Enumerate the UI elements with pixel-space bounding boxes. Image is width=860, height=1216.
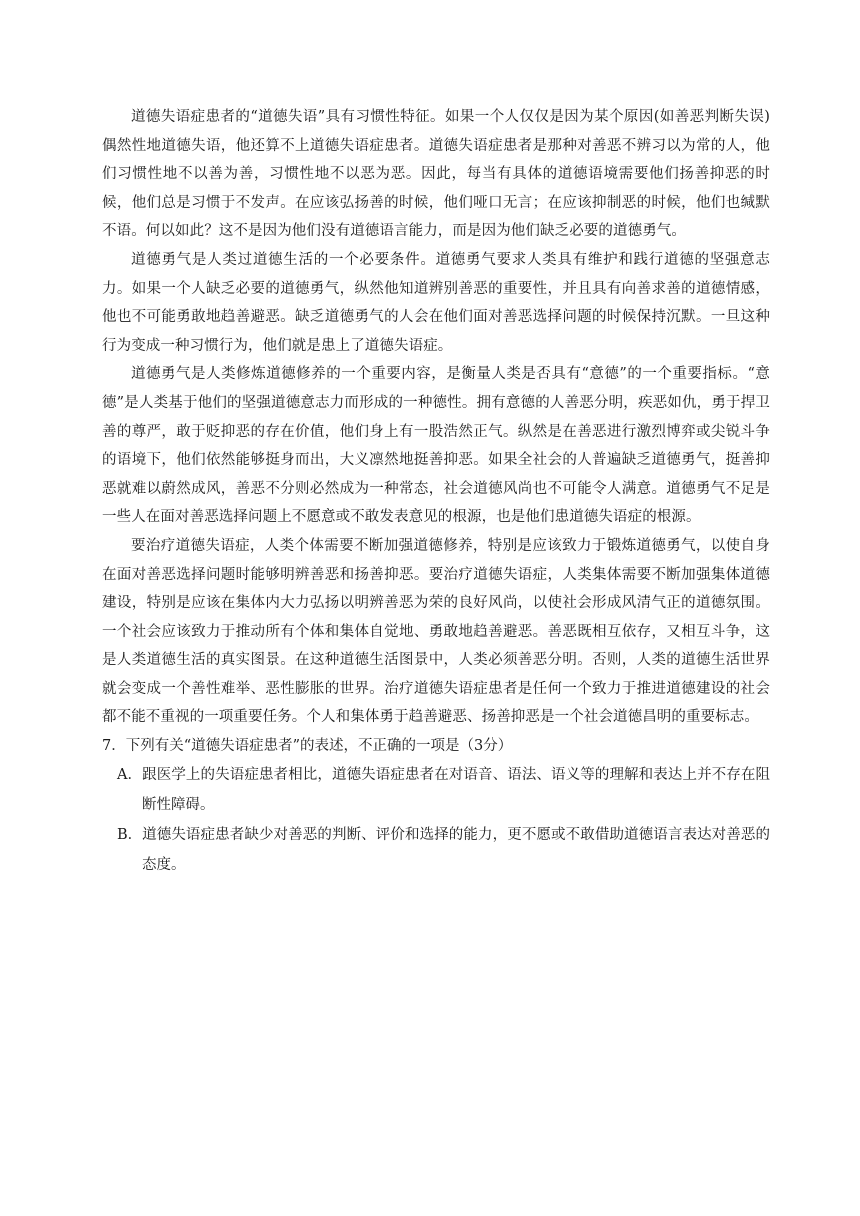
option-a-label: A． <box>117 767 142 784</box>
question-stem: 7．下列有关“道德失语症患者”的表述，不正确的一项是（3分） <box>102 738 513 755</box>
option-b-text: 道德失语症患者缺少对善恶的判断、评价和选择的能力，更不愿或不敢借助道德语言表达对善恶的态度。 <box>142 827 770 874</box>
option-a <box>102 760 770 820</box>
passage-paragraph-4: 要治疗道德失语症，人类个体需要不断加强道德修养，特别是应该致力于锻炼道德勇气，以使自身在面对善恶选择问题时能够明辨善恶和扬善抑恶。要治疗道德失语症，人类集体需要不断加强集体道德建设，特别是应该在集体内大力弘扬以明辨善恶为荣的良好风尚，以使社会形成风清气正的道德氛围。一个社会应该致力于推动所有个体和集体自觉地、勇敢地趋善避恶。善恶既相互依存，又相互斗争，这是人类道德生活的真实图景。在这种道德生活图景中，人类必须善恶分明。否则，人类的道德生活世界就会变成一个善性难举、恶性膨胀的世界。治疗道德失语症患者是任何一个致力于推进道德建设的社会都不能不重视的一项重要任务。个人和集体勇于趋善避恶、扬善抑恶是一个社会道德昌明的重要标志。 <box>102 537 770 726</box>
option-b <box>102 820 770 880</box>
passage-paragraph-1: 道德失语症患者的“道德失语”具有习惯性特征。如果一个人仅仅是因为某个原因(如善恶判断失误)偶然性地道德失语，他还算不上道德失语症患者。道德失语症患者是那种对善恶不辨习以为常的人，他们习惯性地不以善为善，习惯性地不以恶为恶。因此，每当有具体的道德语境需要他们扬善抑恶的时候，他们总是习惯于不发声。在应该弘扬善的时候，他们哑口无言；在应该抑制恶的时候，他们也缄默不语。何以如此？这不是因为他们没有道德语言能力，而是因为他们缺乏必要的道德勇气。 <box>102 109 770 240</box>
passage-paragraph-3: 道德勇气是人类修炼道德修养的一个重要内容，是衡量人类是否具有“意德”的一个重要指标。“意德”是人类基于他们的坚强道德意志力而形成的一种德性。拥有意德的人善恶分明，疾恶如仇，勇于捍卫善的尊严，敢于贬抑恶的存在价值，他们身上有一股浩然正气。纵然是在善恶进行激烈博弈或尖锐斗争的语境下，他们依然能够挺身而出，大义凛然地挺善抑恶。如果全社会的人普遍缺乏道德勇气，挺善抑恶就难以蔚然成风，善恶不分则必然成为一种常态，社会道德风尚也不可能令人满意。道德勇气不足是一些人在面对善恶选择问题上不愿意或不敢发表意见的根源，也是他们患道德失语症的根源。 <box>102 366 770 526</box>
option-a-text: 跟医学上的失语症患者相比，道德失语症患者在对语音、语法、语义等的理解和表达上并不存在阻断性障碍。 <box>142 767 770 814</box>
option-b-label: B． <box>117 827 143 844</box>
passage-paragraph-2: 道德勇气是人类过道德生活的一个必要条件。道德勇气要求人类具有维护和践行道德的坚强意志力。如果一个人缺乏必要的道德勇气，纵然他知道辨别善恶的重要性，并且具有向善求善的道德情感，他也不可能勇敢地趋善避恶。缺乏道德勇气的人会在他们面对善恶选择问题的时候保持沉默。一旦这种行为变成一种习惯行为，他们就是患上了道德失语症。 <box>102 251 770 354</box>
document-page <box>102 103 770 880</box>
